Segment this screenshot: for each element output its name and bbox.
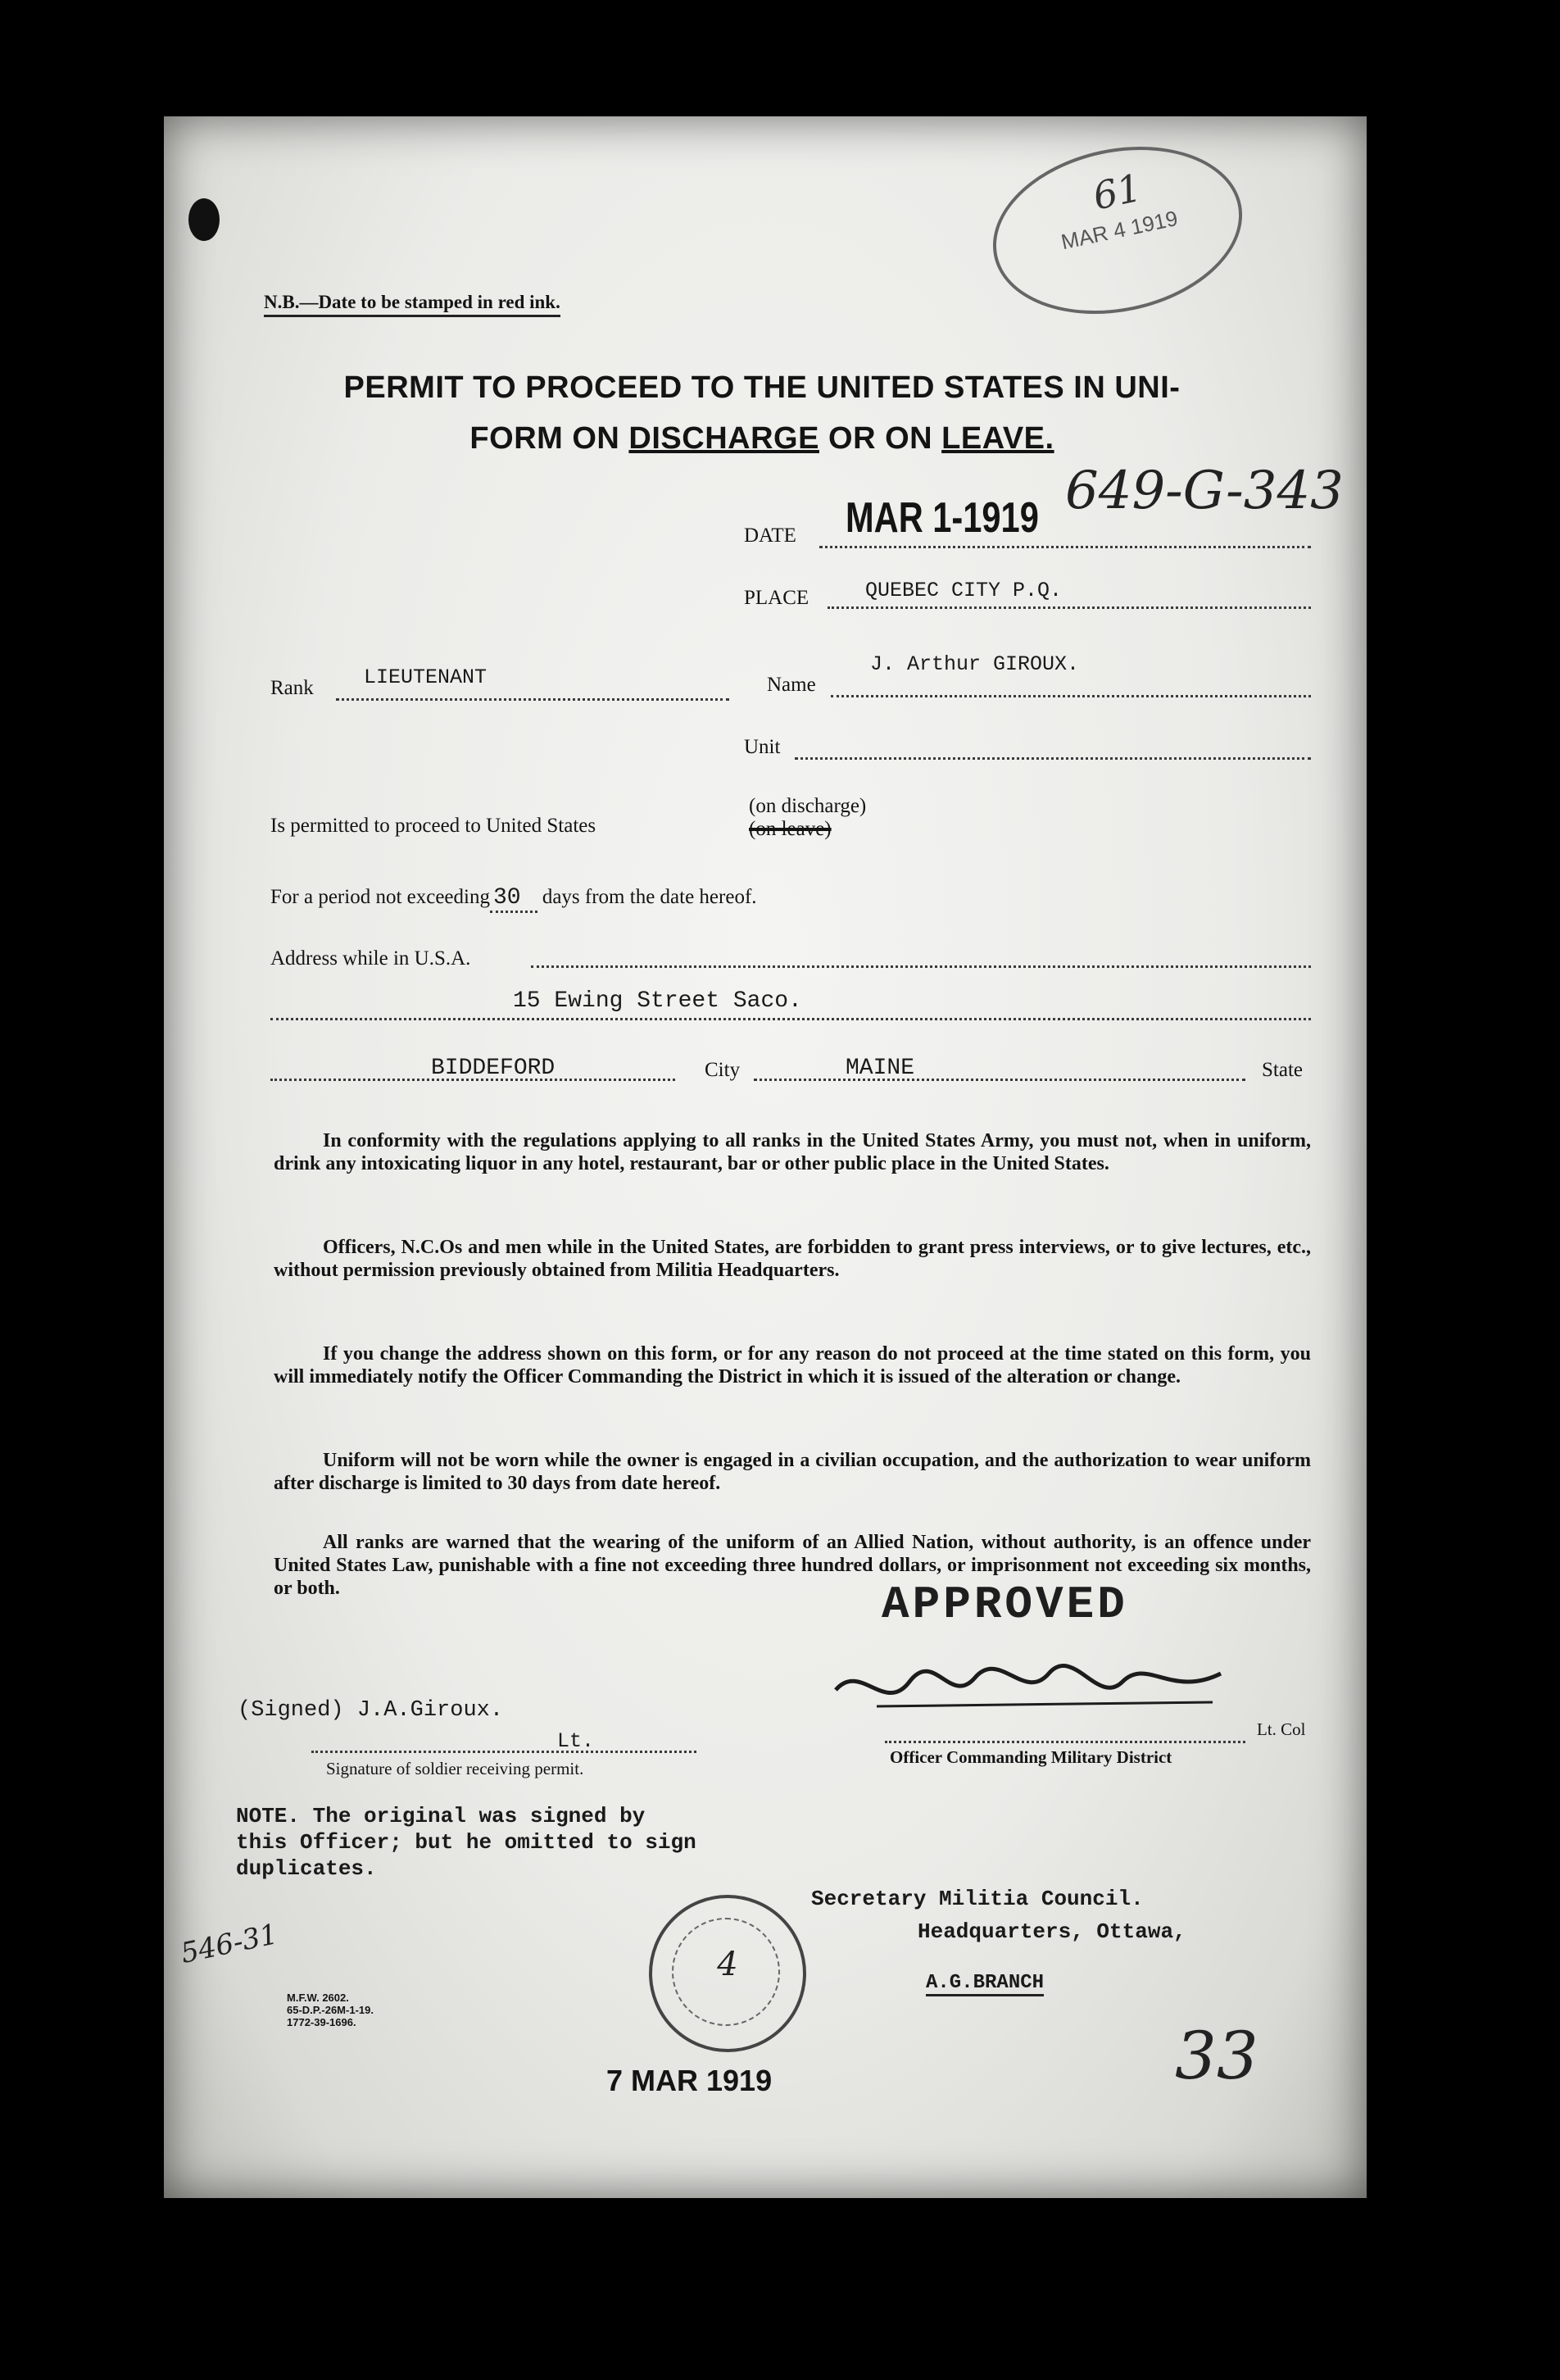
unit-label: Unit (744, 736, 781, 758)
soldier-rank: Lt. (557, 1729, 595, 1753)
period-pre: For a period not exceeding (270, 886, 490, 908)
place-label: PLACE (744, 587, 809, 609)
address-line-1 (531, 954, 1311, 968)
stamp-number: 61 (1089, 165, 1145, 219)
date-label: DATE (744, 525, 796, 547)
city-label: City (705, 1059, 741, 1081)
bottom-date-stamp: 7 MAR 1919 (606, 2064, 773, 2097)
permit-title (262, 362, 1262, 464)
form-number: M.F.W. 2602. 65-D.P.-26M-1-19. 1772-39-1696. (287, 1992, 374, 2028)
city-value: BIDDEFORD (431, 1056, 556, 1081)
title-or-on: OR ON (828, 421, 933, 456)
period-value: 30 (490, 885, 537, 913)
note-line-1: NOTE. The original was signed by (236, 1804, 646, 1828)
officer-caption: Officer Commanding Military District (890, 1747, 1172, 1767)
on-leave-option-struck: (on leave) (749, 818, 832, 840)
soldier-sign-line (311, 1742, 696, 1753)
officer-rank: Lt. Col (1257, 1719, 1306, 1739)
file-number: 649-G-343 (1065, 461, 1344, 521)
name-label: Name (767, 674, 816, 696)
officer-sign-line (885, 1733, 1245, 1743)
punch-hole (188, 198, 220, 241)
omission-note (236, 1803, 696, 1882)
permitted-label: Is permitted to proceed to United States (270, 815, 596, 837)
permit-document (164, 116, 1367, 2198)
dial-date-stamp (649, 1895, 806, 2052)
regulation-paragraph-3: If you change the address shown on this form, or for any reason do not proceed at the time stated on this form, you will immediately notify the Officer Commanding the District in which it is issued of the alteration or change. (274, 1343, 1311, 1388)
rank-label: Rank (270, 677, 314, 699)
regulation-paragraph-4: Uniform will not be worn while the owner is engaged in a civilian occupation, and the authorization to wear uniform after discharge is limited to 30 days from date hereof. (274, 1450, 1311, 1494)
secretary-line-2: Headquarters, Ottawa, (918, 1919, 1186, 1944)
regulation-paragraph-1: In conformity with the regulations applying to all ranks in the United States Army, you must not, when in uniform, drink any intoxicating liquor in any hotel, restaurant, bar or other public place in the United States. (274, 1130, 1311, 1174)
state-label: State (1262, 1059, 1303, 1081)
approved-stamp: APPROVED (882, 1578, 1128, 1631)
soldier-signature-caption: Signature of soldier receiving permit. (326, 1759, 584, 1778)
page-number: 33 (1175, 2018, 1258, 2094)
red-ink-note: N.B.—Date to be stamped in red ink. (264, 292, 560, 317)
dial-center: 4 (717, 1946, 738, 1983)
regulation-paragraph-5: All ranks are warned that the wearing of the uniform of an Allied Nation, without authority, is an offence under United States Law, punishable with a fine not exceeding three hundred dollars, or imprisonment not exceeding six months, or both. (274, 1532, 1311, 1599)
title-leave: LEAVE. (941, 421, 1054, 456)
ag-branch: A.G.BRANCH (926, 1972, 1044, 1996)
period-post: days from the date hereof. (542, 886, 757, 908)
stamp-date: MAR 4 1919 (1059, 205, 1181, 255)
rank-value: LIEUTENANT (364, 665, 488, 689)
name-value: J. Arthur GIROUX. (870, 652, 1080, 676)
title-discharge: DISCHARGE (628, 421, 819, 456)
place-value: QUEBEC CITY P.Q. (865, 579, 1063, 602)
period-label (270, 885, 757, 911)
name-line (831, 684, 1311, 697)
side-number: 546-31 (178, 1917, 281, 1971)
date-value: MAR 1-1919 (846, 494, 1039, 542)
regulation-paragraph-2: Officers, N.C.Os and men while in the United States, are forbidden to grant press interviews, or to give lectures, etc., without permission previously obtained from Militia Headquarters. (274, 1237, 1311, 1281)
secretary-line-1: Secretary Militia Council. (811, 1887, 1144, 1911)
title-line-1: PERMIT TO PROCEED TO THE UNITED STATES IN UNI- (343, 370, 1181, 405)
state-value: MAINE (846, 1056, 915, 1081)
received-stamp (977, 125, 1258, 336)
note-line-2: this Officer; but he omitted to sign (236, 1830, 696, 1855)
officer-signature-scrawl (828, 1657, 1229, 1715)
on-discharge-option: (on discharge) (749, 795, 867, 817)
state-line (754, 1067, 1245, 1081)
address-line-2 (270, 1006, 1311, 1020)
address-label: Address while in U.S.A. (270, 947, 471, 970)
soldier-signed: (Signed) J.A.Giroux. (238, 1698, 504, 1723)
address-value: 15 Ewing Street Saco. (513, 988, 802, 1014)
title-line-2 (262, 413, 1262, 464)
title-form-on: FORM ON (469, 421, 620, 456)
unit-line (795, 746, 1311, 760)
note-line-3: duplicates. (236, 1856, 377, 1881)
